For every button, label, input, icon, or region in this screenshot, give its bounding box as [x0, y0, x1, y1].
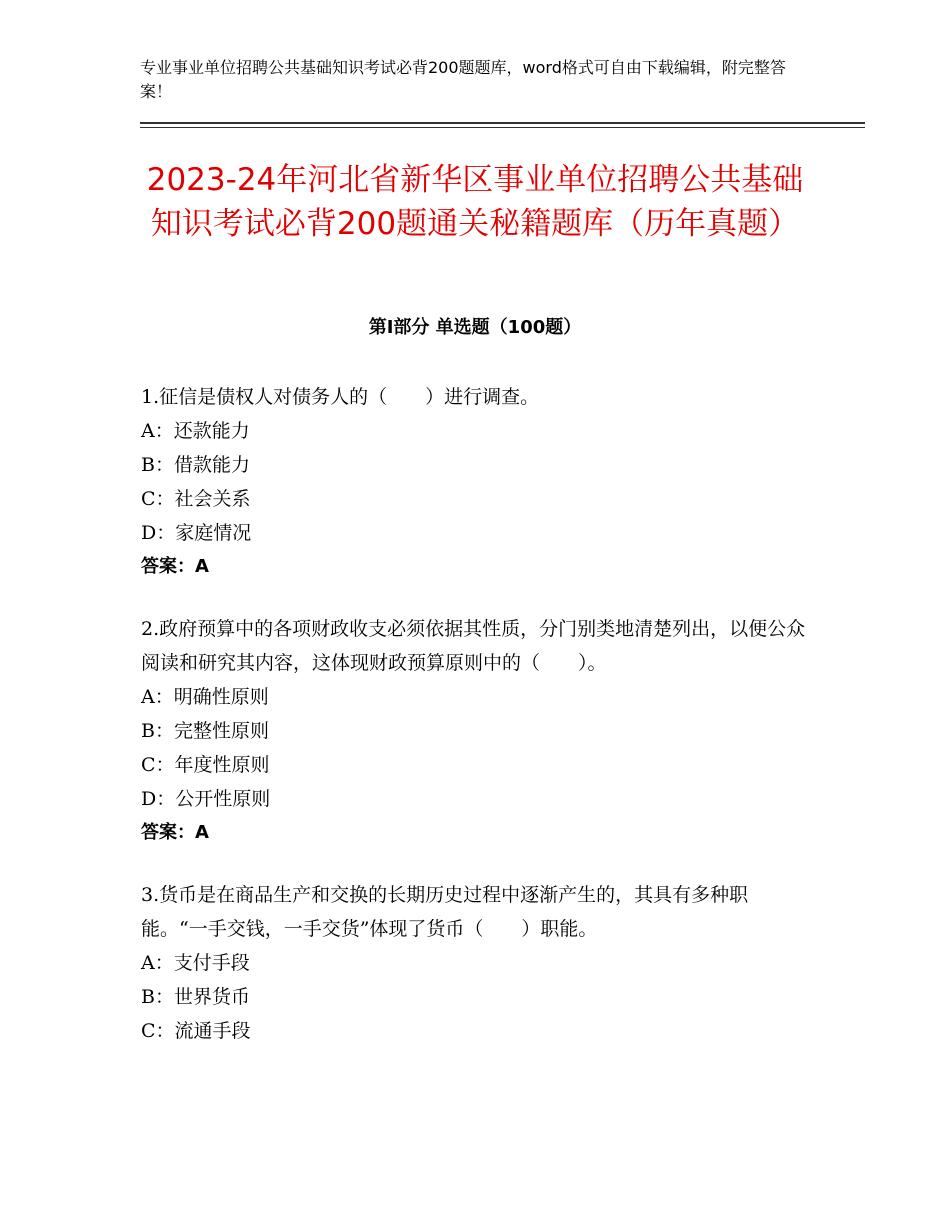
option-a: A：明确性原则	[141, 686, 269, 708]
option-b: B：世界货币	[141, 986, 250, 1008]
document-title: 2023-24年河北省新华区事业单位招聘公共基础知识考试必背200题通关秘籍题库（历年真题）	[146, 162, 804, 242]
question-1	[141, 380, 811, 584]
option-c: C：社会关系	[141, 488, 251, 510]
header-note: 专业事业单位招聘公共基础知识考试必背200题题库，word格式可自由下载编辑，附完整答案！	[140, 58, 786, 101]
option-b: B：借款能力	[141, 454, 250, 476]
question-text: 2.政府预算中的各项财政收支必须依据其性质，分门别类地清楚列出，以便公众阅读和研究其内容，这体现财政预算原则中的（ ）。	[141, 618, 806, 674]
option-d: D：家庭情况	[141, 522, 252, 544]
question-list	[141, 380, 811, 1076]
question-text: 3.货币是在商品生产和交换的长期历史过程中逐渐产生的，其具有多种职能。“一手交钱，一手交货”体现了货币（ ）职能。	[141, 884, 749, 940]
header-divider-thick	[140, 122, 865, 124]
answer-line: 答案：A	[141, 822, 209, 843]
question-2	[141, 612, 811, 850]
option-d: D：公开性原则	[141, 788, 271, 810]
answer-line: 答案：A	[141, 556, 209, 577]
option-c: C：年度性原则	[141, 754, 270, 776]
option-b: B：完整性原则	[141, 720, 269, 742]
option-c: C：流通手段	[141, 1020, 251, 1042]
question-3	[141, 878, 811, 1048]
option-a: A：还款能力	[141, 420, 250, 442]
question-text: 1.征信是债权人对债务人的（ ）进行调查。	[141, 386, 540, 408]
section-heading: 第Ⅰ部分 单选题（100题）	[368, 317, 582, 338]
option-a: A：支付手段	[141, 952, 250, 974]
header-divider-thin	[140, 127, 865, 128]
